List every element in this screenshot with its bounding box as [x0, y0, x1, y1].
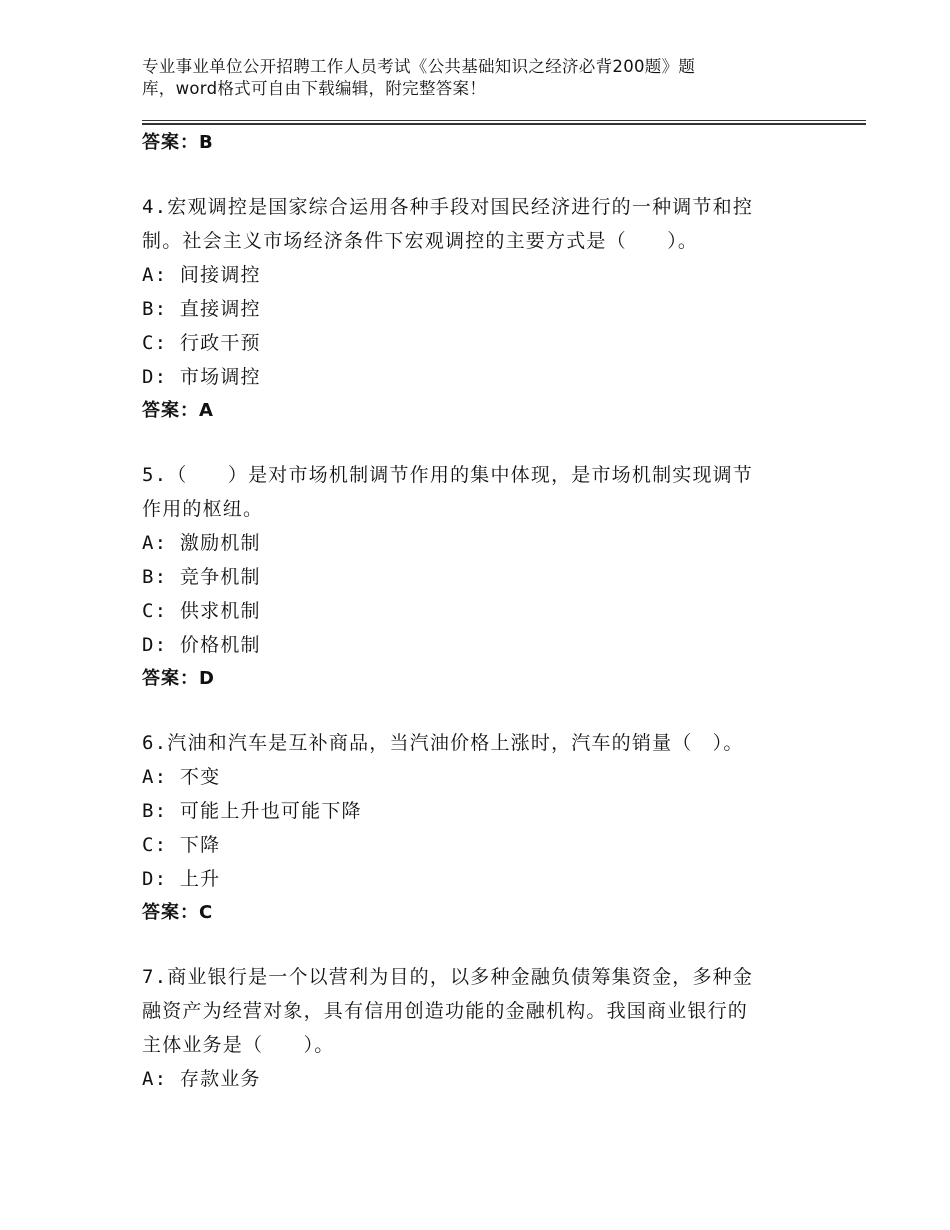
option-b: B: 竞争机制	[142, 566, 261, 588]
option-a: A: 间接调控	[142, 264, 261, 286]
question-list	[142, 126, 802, 1096]
question-stem-line: 6.汽油和汽车是互补商品，当汽油价格上涨时，汽车的销量（ ）。	[142, 732, 744, 754]
question-stem-line: 4.宏观调控是国家综合运用各种手段对国民经济进行的一种调节和控	[142, 196, 754, 218]
header-divider-thick	[142, 123, 866, 125]
option-a: A: 存款业务	[142, 1068, 261, 1090]
option-b: B: 直接调控	[142, 298, 261, 320]
document-header	[142, 56, 782, 100]
answer: 答案：C	[142, 902, 214, 923]
answer: 答案：A	[142, 400, 214, 421]
question-6	[142, 726, 802, 930]
answer: 答案：D	[142, 668, 215, 689]
option-c: C: 下降	[142, 834, 221, 856]
question-stem-line: 制。社会主义市场经济条件下宏观调控的主要方式是（ ）。	[142, 230, 699, 252]
question-stem-line: 5.（ ）是对市场机制调节作用的集中体现，是市场机制实现调节	[142, 464, 754, 486]
option-b: B: 可能上升也可能下降	[142, 800, 362, 822]
option-c: C: 供求机制	[142, 600, 261, 622]
header-divider-thin	[142, 120, 866, 121]
question-stem-line: 主体业务是（ ）。	[142, 1034, 335, 1056]
question-stem-line: 7.商业银行是一个以营利为目的，以多种金融负债筹集资金，多种金	[142, 966, 754, 988]
header-line-2: 库，word格式可自由下载编辑，附完整答案！	[142, 79, 487, 98]
option-d: D: 价格机制	[142, 634, 261, 656]
option-c: C: 行政干预	[142, 332, 261, 354]
question-stem-line: 作用的枢纽。	[142, 498, 264, 520]
option-d: D: 市场调控	[142, 366, 261, 388]
option-d: D: 上升	[142, 868, 221, 890]
answer-previous-question: 答案：B	[142, 132, 214, 153]
question-4	[142, 190, 802, 428]
option-a: A: 不变	[142, 766, 221, 788]
question-stem-line: 融资产为经营对象，具有信用创造功能的金融机构。我国商业银行的	[142, 1000, 749, 1022]
question-5	[142, 458, 802, 696]
question-7	[142, 960, 802, 1096]
option-a: A: 激励机制	[142, 532, 261, 554]
header-line-1: 专业事业单位公开招聘工作人员考试《公共基础知识之经济必背200题》题	[142, 57, 696, 76]
